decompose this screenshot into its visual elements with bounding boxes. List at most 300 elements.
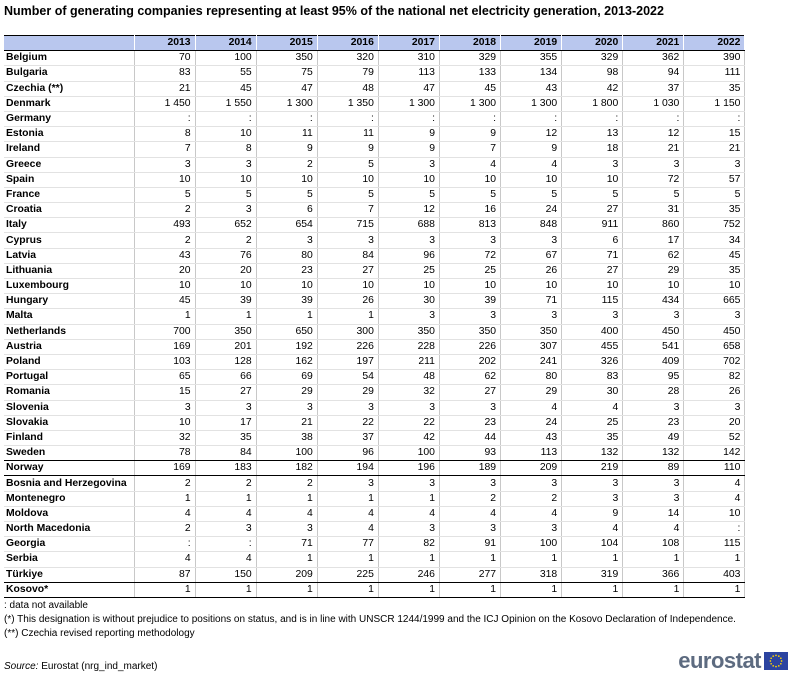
table-cell: 27: [562, 263, 623, 278]
table-cell: 4: [195, 506, 256, 521]
table-cell: 43: [501, 430, 562, 445]
table-cell: 3: [623, 309, 684, 324]
table-cell: 3: [562, 491, 623, 506]
table-cell: 70: [134, 51, 195, 66]
table-cell: 3: [378, 400, 439, 415]
table-cell: 9: [317, 142, 378, 157]
table-cell: 10: [684, 279, 745, 294]
table-cell: 5: [256, 187, 317, 202]
table-cell: 15: [684, 127, 745, 142]
table-cell: 111: [684, 66, 745, 81]
table-cell: 350: [501, 324, 562, 339]
table-row: [4, 203, 745, 218]
table-cell: 39: [439, 294, 500, 309]
row-label: Montenegro: [4, 491, 134, 506]
table-cell: 35: [684, 263, 745, 278]
table-cell: 5: [562, 187, 623, 202]
table-cell: 35: [195, 430, 256, 445]
row-label: Türkiye: [4, 567, 134, 582]
table-cell: 98: [562, 66, 623, 81]
table-cell: 350: [439, 324, 500, 339]
table-cell: 3: [195, 157, 256, 172]
table-cell: 113: [378, 66, 439, 81]
table-cell: 4: [562, 522, 623, 537]
table-cell: 80: [256, 248, 317, 263]
table-cell: 201: [195, 339, 256, 354]
table-cell: 17: [623, 233, 684, 248]
table-cell: 95: [623, 370, 684, 385]
row-label: Hungary: [4, 294, 134, 309]
table-cell: 3: [501, 522, 562, 537]
table-cell: 329: [562, 51, 623, 66]
table-body: [4, 51, 745, 598]
table-cell: 26: [317, 294, 378, 309]
table-cell: 84: [317, 248, 378, 263]
table-cell: 9: [439, 127, 500, 142]
table-cell: 27: [195, 385, 256, 400]
row-label: Luxembourg: [4, 279, 134, 294]
table-cell: 100: [195, 51, 256, 66]
table-cell: 93: [439, 446, 500, 461]
table-cell: 27: [317, 263, 378, 278]
table-cell: 10: [439, 172, 500, 187]
table-cell: 1: [317, 552, 378, 567]
table-row: [4, 279, 745, 294]
table-row: [4, 51, 745, 66]
table-cell: 4: [317, 506, 378, 521]
table-cell: 211: [378, 354, 439, 369]
header-year: 2019: [501, 36, 562, 51]
table-cell: 3: [378, 522, 439, 537]
table-row: [4, 81, 745, 96]
table-cell: 225: [317, 567, 378, 582]
table-cell: 654: [256, 218, 317, 233]
header-row: [4, 36, 745, 51]
table-cell: 6: [562, 233, 623, 248]
table-cell: 39: [256, 294, 317, 309]
table-cell: 228: [378, 339, 439, 354]
table-cell: 3: [195, 203, 256, 218]
header-year: 2013: [134, 36, 195, 51]
table-cell: :: [684, 111, 745, 126]
table-cell: 67: [501, 248, 562, 263]
footnote-kosovo: (*) This designation is without prejudice to positions on status, and is in line with UNSCR 1244/1999 and the ICJ Opinion on the Kosovo Declaration of Independence.: [4, 614, 736, 625]
table-cell: 5: [195, 187, 256, 202]
table-row: [4, 415, 745, 430]
table-cell: 66: [195, 370, 256, 385]
table-cell: 1: [378, 582, 439, 597]
table-cell: 9: [256, 142, 317, 157]
table-cell: 320: [317, 51, 378, 66]
row-label: Slovenia: [4, 400, 134, 415]
table-cell: 10: [623, 279, 684, 294]
table-cell: 100: [501, 537, 562, 552]
table-cell: 1 550: [195, 96, 256, 111]
table-cell: 78: [134, 446, 195, 461]
table-cell: 2: [134, 233, 195, 248]
table-cell: 62: [439, 370, 500, 385]
table-row: [4, 127, 745, 142]
table-cell: 3: [501, 233, 562, 248]
header-year: 2014: [195, 36, 256, 51]
table-cell: 142: [684, 446, 745, 461]
table-cell: 20: [684, 415, 745, 430]
table-cell: 1: [134, 491, 195, 506]
logo-text: eurostat: [678, 648, 761, 673]
header-year: 2021: [623, 36, 684, 51]
table-cell: 665: [684, 294, 745, 309]
table-cell: 91: [439, 537, 500, 552]
table-cell: 319: [562, 567, 623, 582]
row-label: Sweden: [4, 446, 134, 461]
table-cell: 24: [501, 415, 562, 430]
table-cell: 133: [439, 66, 500, 81]
table-cell: 3: [684, 400, 745, 415]
table-cell: :: [439, 111, 500, 126]
table-cell: 26: [684, 385, 745, 400]
table-cell: 403: [684, 567, 745, 582]
row-label: Ireland: [4, 142, 134, 157]
table-row: [4, 233, 745, 248]
table-row: [4, 476, 745, 491]
table-row: [4, 552, 745, 567]
table-cell: 3: [501, 309, 562, 324]
table-cell: 1: [134, 309, 195, 324]
table-cell: 4: [501, 400, 562, 415]
table-cell: 10: [134, 415, 195, 430]
table-cell: 1 300: [378, 96, 439, 111]
table-cell: 3: [623, 157, 684, 172]
table-cell: 24: [501, 203, 562, 218]
row-label: North Macedonia: [4, 522, 134, 537]
table-cell: 29: [317, 385, 378, 400]
table-cell: 202: [439, 354, 500, 369]
table-cell: 30: [378, 294, 439, 309]
table-cell: 84: [195, 446, 256, 461]
table-cell: 1: [684, 582, 745, 597]
table-row: [4, 461, 745, 476]
table-cell: 1: [317, 491, 378, 506]
table-cell: 1 300: [439, 96, 500, 111]
row-label: Austria: [4, 339, 134, 354]
table-cell: 10: [684, 506, 745, 521]
flag-star: [775, 655, 777, 657]
table-cell: 4: [501, 506, 562, 521]
table-cell: 115: [562, 294, 623, 309]
table-cell: 82: [684, 370, 745, 385]
table-cell: 2: [195, 233, 256, 248]
table-row: [4, 218, 745, 233]
table-cell: 10: [134, 172, 195, 187]
flag-star: [778, 655, 780, 657]
table-cell: 96: [378, 248, 439, 263]
table-cell: 25: [439, 263, 500, 278]
table-cell: 57: [684, 172, 745, 187]
table-row: [4, 324, 745, 339]
table-cell: 1: [623, 582, 684, 597]
row-label: Slovakia: [4, 415, 134, 430]
table-cell: 20: [195, 263, 256, 278]
footnote-not-available: : data not available: [4, 600, 88, 611]
table-cell: 83: [562, 370, 623, 385]
table-cell: 9: [562, 506, 623, 521]
table-cell: 29: [623, 263, 684, 278]
table-cell: 409: [623, 354, 684, 369]
row-label: Germany: [4, 111, 134, 126]
table-cell: 12: [501, 127, 562, 142]
table-cell: 4: [256, 506, 317, 521]
table-cell: 5: [317, 157, 378, 172]
table-cell: 12: [623, 127, 684, 142]
table-cell: :: [562, 111, 623, 126]
table-cell: 1 350: [317, 96, 378, 111]
table-cell: :: [256, 111, 317, 126]
row-label: Estonia: [4, 127, 134, 142]
table-row: [4, 430, 745, 445]
table-cell: 3: [684, 309, 745, 324]
row-label: Denmark: [4, 96, 134, 111]
table-cell: 28: [623, 385, 684, 400]
table-row: [4, 567, 745, 582]
table-cell: 42: [562, 81, 623, 96]
eurostat-logo: [678, 648, 788, 674]
table-cell: 80: [501, 370, 562, 385]
table-cell: 715: [317, 218, 378, 233]
flag-star: [780, 657, 782, 659]
table-cell: 69: [256, 370, 317, 385]
table-cell: 3: [439, 233, 500, 248]
table-cell: 192: [256, 339, 317, 354]
table-cell: 183: [195, 461, 256, 476]
table-cell: 43: [134, 248, 195, 263]
table-row: [4, 339, 745, 354]
table-cell: 71: [562, 248, 623, 263]
table-row: [4, 446, 745, 461]
table-cell: 194: [317, 461, 378, 476]
table-cell: 209: [256, 567, 317, 582]
table-cell: 450: [684, 324, 745, 339]
table-cell: 100: [256, 446, 317, 461]
table-cell: 1 450: [134, 96, 195, 111]
table-cell: 21: [684, 142, 745, 157]
table-cell: 110: [684, 461, 745, 476]
table-cell: 10: [317, 172, 378, 187]
table-row: [4, 263, 745, 278]
table-cell: 688: [378, 218, 439, 233]
flag-star: [775, 666, 777, 668]
table-row: [4, 66, 745, 81]
table-cell: 134: [501, 66, 562, 81]
table-cell: 25: [562, 415, 623, 430]
table-cell: 362: [623, 51, 684, 66]
table-cell: 3: [317, 233, 378, 248]
table-cell: 3: [317, 400, 378, 415]
table-cell: 35: [684, 203, 745, 218]
table-cell: 10: [562, 172, 623, 187]
table-cell: 3: [317, 476, 378, 491]
table-cell: 10: [501, 279, 562, 294]
table-cell: 21: [256, 415, 317, 430]
row-label: Lithuania: [4, 263, 134, 278]
table-cell: 32: [134, 430, 195, 445]
table-cell: 350: [256, 51, 317, 66]
table-cell: 3: [623, 476, 684, 491]
table-cell: 47: [256, 81, 317, 96]
table-cell: 3: [501, 476, 562, 491]
header-year: 2022: [684, 36, 745, 51]
table-cell: 1: [562, 582, 623, 597]
table-cell: 49: [623, 430, 684, 445]
table-cell: 350: [195, 324, 256, 339]
table-cell: 4: [378, 506, 439, 521]
table-row: [4, 491, 745, 506]
table-cell: 7: [134, 142, 195, 157]
table-cell: 8: [195, 142, 256, 157]
table-cell: 1: [501, 582, 562, 597]
table-cell: 43: [501, 81, 562, 96]
table-cell: 3: [439, 476, 500, 491]
table-cell: 10: [195, 172, 256, 187]
table-cell: 30: [562, 385, 623, 400]
table-cell: 83: [134, 66, 195, 81]
table-row: [4, 187, 745, 202]
table-cell: 702: [684, 354, 745, 369]
table-cell: 241: [501, 354, 562, 369]
table-row: [4, 96, 745, 111]
table-cell: 132: [623, 446, 684, 461]
table-cell: 3: [134, 400, 195, 415]
table-cell: 2: [134, 476, 195, 491]
row-label: Czechia (**): [4, 81, 134, 96]
table-cell: 1: [134, 582, 195, 597]
row-label: Moldova: [4, 506, 134, 521]
table-cell: 72: [439, 248, 500, 263]
table-cell: 10: [195, 279, 256, 294]
table-cell: 26: [501, 263, 562, 278]
table-cell: 1: [623, 552, 684, 567]
table-cell: 455: [562, 339, 623, 354]
row-label: Malta: [4, 309, 134, 324]
table-cell: 10: [378, 172, 439, 187]
row-label: Georgia: [4, 537, 134, 552]
table-cell: 4: [684, 491, 745, 506]
table-cell: 1: [439, 582, 500, 597]
table-cell: 5: [623, 187, 684, 202]
row-label: Cyprus: [4, 233, 134, 248]
table-cell: 4: [562, 400, 623, 415]
data-table: [4, 35, 745, 598]
table-cell: 87: [134, 567, 195, 582]
table-cell: 108: [623, 537, 684, 552]
table-cell: 5: [684, 187, 745, 202]
table-cell: 34: [684, 233, 745, 248]
row-label: Latvia: [4, 248, 134, 263]
table-cell: 9: [378, 142, 439, 157]
table-cell: 3: [256, 400, 317, 415]
table-cell: 3: [439, 400, 500, 415]
table-cell: 1: [562, 552, 623, 567]
table-cell: :: [195, 537, 256, 552]
table-cell: :: [684, 522, 745, 537]
table-title: Number of generating companies representing at least 95% of the national net electricity generation, 2013-2022: [4, 4, 664, 18]
header-country: [4, 36, 134, 51]
table-cell: 82: [378, 537, 439, 552]
row-label: Spain: [4, 172, 134, 187]
table-cell: 29: [501, 385, 562, 400]
table-cell: 16: [439, 203, 500, 218]
table-cell: 2: [195, 476, 256, 491]
table-row: [4, 582, 745, 597]
table-cell: 197: [317, 354, 378, 369]
table-cell: 6: [256, 203, 317, 218]
table-cell: 1: [256, 491, 317, 506]
table-cell: 10: [256, 279, 317, 294]
table-cell: 5: [501, 187, 562, 202]
table-cell: 115: [684, 537, 745, 552]
table-cell: 32: [378, 385, 439, 400]
table-cell: 3: [378, 157, 439, 172]
table-cell: 48: [317, 81, 378, 96]
row-label: Finland: [4, 430, 134, 445]
table-cell: 219: [562, 461, 623, 476]
table-cell: 9: [378, 127, 439, 142]
table-cell: 196: [378, 461, 439, 476]
table-cell: 15: [134, 385, 195, 400]
table-cell: 1 300: [501, 96, 562, 111]
table-cell: 10: [439, 279, 500, 294]
table-cell: 3: [562, 157, 623, 172]
table-cell: 72: [623, 172, 684, 187]
table-row: [4, 309, 745, 324]
table-cell: 76: [195, 248, 256, 263]
table-cell: 38: [256, 430, 317, 445]
table-cell: 10: [134, 279, 195, 294]
table-cell: 1: [684, 552, 745, 567]
table-cell: 4: [195, 552, 256, 567]
table-cell: :: [501, 111, 562, 126]
table-cell: 5: [134, 187, 195, 202]
table-row: [4, 248, 745, 263]
table-cell: 10: [195, 127, 256, 142]
table-cell: 14: [623, 506, 684, 521]
table-cell: 4: [134, 506, 195, 521]
table-cell: 189: [439, 461, 500, 476]
table-cell: 162: [256, 354, 317, 369]
table-cell: 226: [317, 339, 378, 354]
table-cell: 1 800: [562, 96, 623, 111]
table-cell: 23: [439, 415, 500, 430]
header-year: 2017: [378, 36, 439, 51]
table-cell: 10: [317, 279, 378, 294]
eu-flag-icon: [764, 652, 788, 670]
table-cell: 4: [684, 476, 745, 491]
row-label: Serbia: [4, 552, 134, 567]
table-cell: 366: [623, 567, 684, 582]
table-cell: 182: [256, 461, 317, 476]
table-cell: 17: [195, 415, 256, 430]
row-label: France: [4, 187, 134, 202]
table-row: [4, 400, 745, 415]
header-year: 2015: [256, 36, 317, 51]
table-cell: 318: [501, 567, 562, 582]
table-cell: 65: [134, 370, 195, 385]
table-cell: 3: [562, 476, 623, 491]
table-cell: 541: [623, 339, 684, 354]
table-cell: 100: [378, 446, 439, 461]
table-cell: 169: [134, 339, 195, 354]
table-cell: 35: [684, 81, 745, 96]
table-cell: 329: [439, 51, 500, 66]
